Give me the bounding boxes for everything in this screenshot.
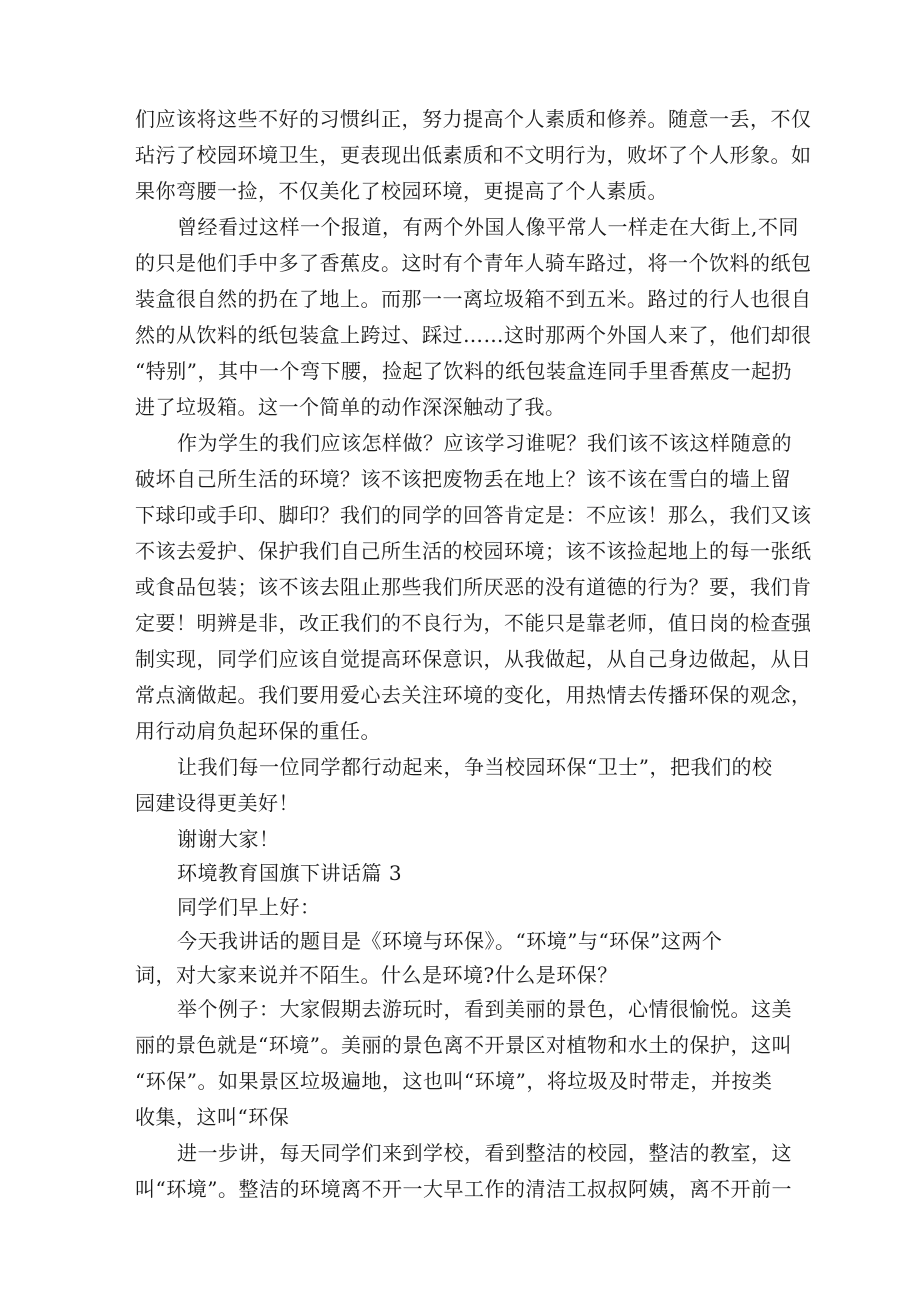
text-line: 下球印或手印、脚印？我们的同学的回答肯定是：不应该！那么，我们又该 bbox=[135, 503, 812, 527]
text-line: “环保”。如果景区垃圾遍地，这也叫“环境”，将垃圾及时带走，并按类 bbox=[135, 1069, 773, 1093]
text-line: 今天我讲话的题目是《环境与环保》。“环境”与“环保”这两个 bbox=[177, 929, 723, 953]
text-line: 谢谢大家！ bbox=[177, 827, 280, 851]
text-line: 们应该将这些不好的习惯纠正，努力提高个人素质和修养。随意一丢，不仅 bbox=[135, 107, 812, 131]
text-line: 叫“环境”。整洁的环境离不开一大早工作的清洁工叔叔阿姨，离不开前一 bbox=[135, 1177, 792, 1201]
text-line: 丽的景色就是“环境”。美丽的景色离不开景区对植物和水土的保护，这叫 bbox=[135, 1033, 792, 1057]
section-heading: 环境教育国旗下讲话篇 3 bbox=[177, 861, 403, 885]
text-line: 同学们早上好： bbox=[177, 895, 321, 919]
text-line: 果你弯腰一捡，不仅美化了校园环境，更提高了个人素质。 bbox=[135, 179, 668, 203]
text-line: 作为学生的我们应该怎样做？应该学习谁呢？我们该不该这样随意的 bbox=[177, 431, 792, 455]
text-line: 或食品包装；该不该去阻止那些我们所厌恶的没有道德的行为？要，我们肯 bbox=[135, 575, 812, 599]
text-line: 进了垃圾箱。这一个简单的动作深深触动了我。 bbox=[135, 395, 566, 419]
text-line: 不该去爱护、保护我们自己所生活的校园环境；该不该捡起地上的每一张纸 bbox=[135, 539, 812, 563]
text-line: 用行动肩负起环保的重任。 bbox=[135, 719, 381, 743]
text-line: 制实现，同学们应该自觉提高环保意识，从我做起，从自己身边做起，从日 bbox=[135, 647, 812, 671]
text-line: 举个例子：大家假期去游玩时，看到美丽的景色，心情很愉悦。这美 bbox=[177, 997, 792, 1021]
text-line: 定要！明辨是非，改正我们的不良行为，不能只是靠老师，值日岗的检查强 bbox=[135, 611, 812, 635]
text-line: 常点滴做起。我们要用爱心去关注环境的变化，用热情去传播环保的观念， bbox=[135, 683, 812, 707]
text-line: 收集，这叫“环保 bbox=[135, 1105, 290, 1129]
text-line: 词，对大家来说并不陌生。什么是环境?什么是环保？ bbox=[135, 963, 618, 987]
text-line: 让我们每一位同学都行动起来，争当校园环保“卫士”，把我们的校 bbox=[177, 755, 773, 779]
text-line: 曾经看过这样一个报道，有两个外国人像平常人一样走在大街上,不同 bbox=[177, 215, 799, 239]
text-line: 进一步讲，每天同学们来到学校，看到整洁的校园，整洁的教室，这 bbox=[177, 1141, 792, 1165]
text-line: 破坏自己所生活的环境？该不该把废物丢在地上？该不该在雪白的墙上留 bbox=[135, 467, 791, 491]
text-line: 的只是他们手中多了香蕉皮。这时有个青年人骑车路过，将一个饮料的纸包 bbox=[135, 251, 812, 275]
text-line: “特别”，其中一个弯下腰，捡起了饮料的纸包装盒连同手里香蕉皮一起扔 bbox=[135, 359, 792, 383]
text-line: 然的从饮料的纸包装盒上跨过、踩过……这时那两个外国人来了，他们却很 bbox=[135, 323, 812, 347]
text-line: 装盒很自然的扔在了地上。而那一一离垃圾箱不到五米。路过的行人也很自 bbox=[135, 287, 812, 311]
text-line: 玷污了校园环境卫生，更表现出低素质和不文明行为，败坏了个人形象。如 bbox=[135, 143, 812, 167]
text-line: 园建设得更美好！ bbox=[135, 791, 299, 815]
